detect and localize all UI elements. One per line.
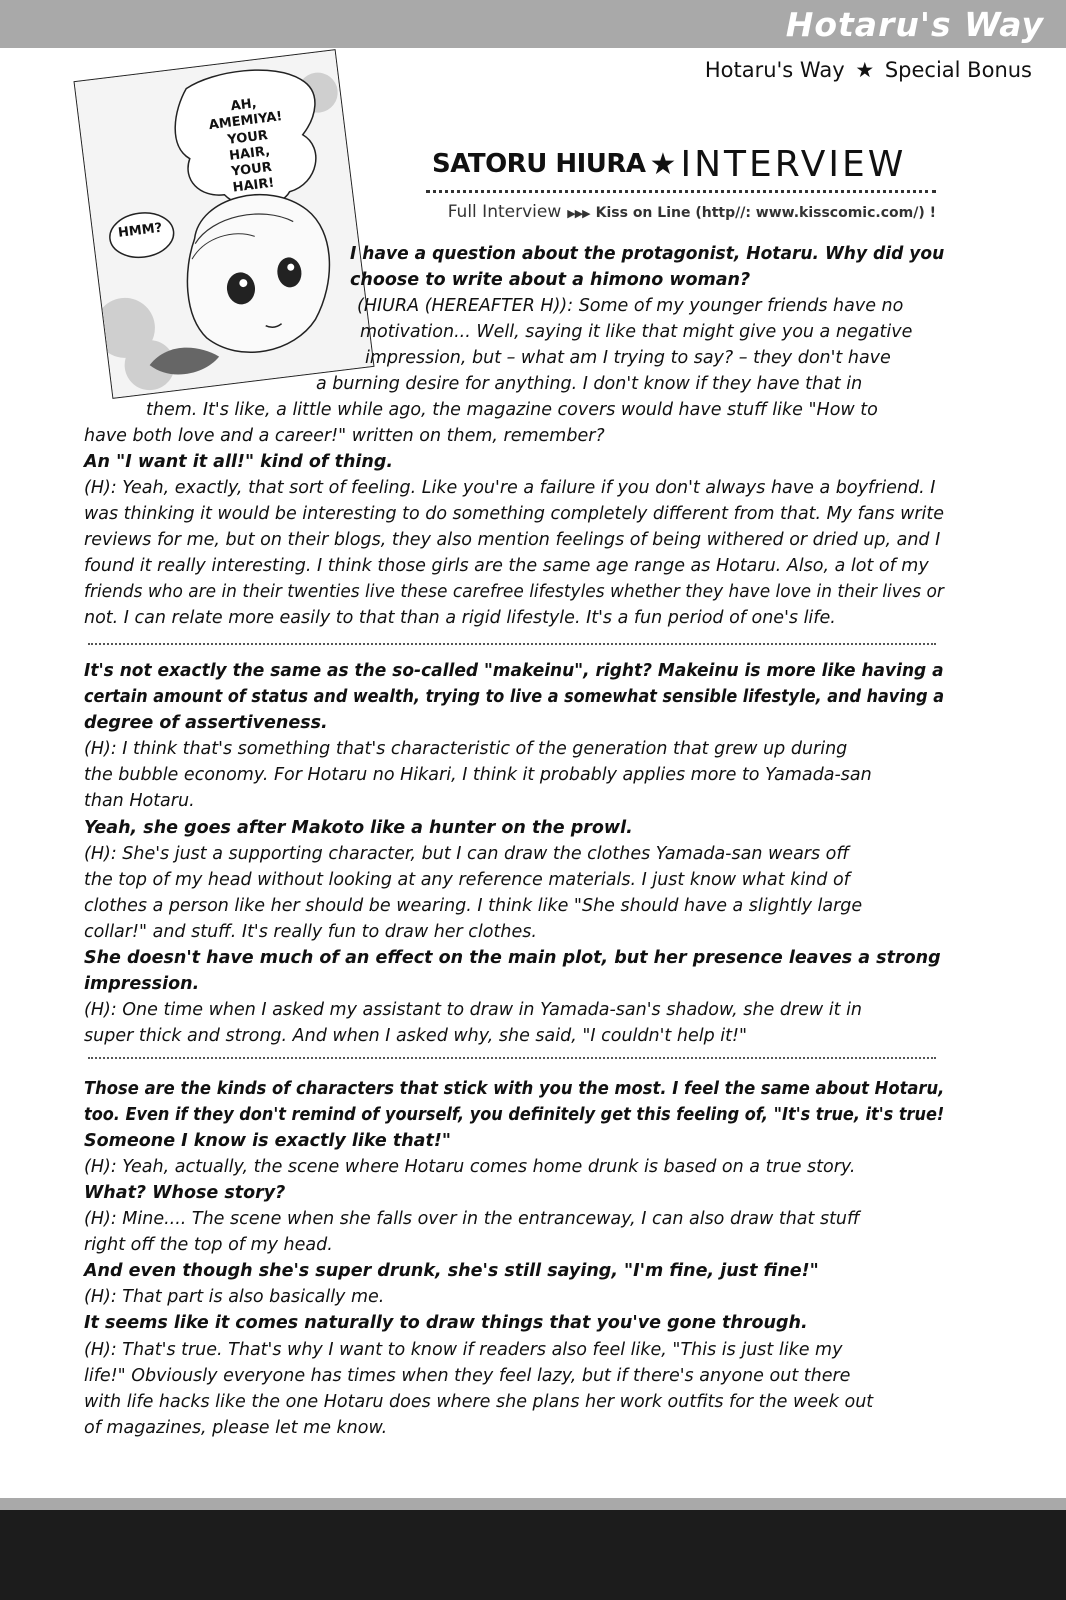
interview-line: clothes a person like her should be wearing. I think like "She should have a slightly large bbox=[84, 896, 863, 916]
interview-line: And even though she's super drunk, she's still saying, "I'm fine, just fine!" bbox=[84, 1261, 819, 1281]
footer-band bbox=[0, 1498, 1066, 1510]
section-subtitle bbox=[705, 58, 1032, 82]
full-interview-note bbox=[448, 202, 936, 222]
interview-line: them. It's like, a little while ago, the magazine covers would have stuff like "How to bbox=[146, 400, 878, 420]
interview-line: (H): That's true. That's why I want to know if readers also feel like, "This is just like my bbox=[84, 1340, 843, 1360]
interview-line: reviews for me, but on their blogs, they also mention feelings of being withered or dried up, and I bbox=[84, 530, 941, 550]
interview-line: of magazines, please let me know. bbox=[84, 1418, 388, 1438]
interview-line: super thick and strong. And when I asked why, she said, "I couldn't help it!" bbox=[84, 1026, 748, 1046]
arrow-icon: ▶▶▶ bbox=[567, 207, 590, 220]
interview-line: a burning desire for anything. I don't know if they have that in bbox=[316, 374, 863, 394]
interview-line: have both love and a career!" written on them, remember? bbox=[84, 426, 605, 446]
manga-panel bbox=[73, 49, 374, 399]
interview-title bbox=[432, 144, 906, 185]
interview-line: Those are the kinds of characters that stick with you the most. I feel the same about Hotaru, bbox=[84, 1079, 945, 1099]
interview-line: (H): That part is also basically me. bbox=[84, 1287, 385, 1307]
title-divider bbox=[426, 190, 936, 193]
section-divider bbox=[88, 643, 936, 645]
speech-bubble-small: HMM? bbox=[117, 220, 164, 241]
interview-line: impression, but – what am I trying to say? – they don't have bbox=[365, 348, 891, 368]
interview-line: Someone I know is exactly like that!" bbox=[84, 1131, 451, 1151]
star-icon: ★ bbox=[649, 147, 677, 182]
star-icon: ★ bbox=[855, 58, 875, 82]
interview-line: (H): Yeah, exactly, that sort of feeling. Like you're a failure if you don't always have a boyfriend. I bbox=[84, 478, 936, 498]
interview-line: the bubble economy. For Hotaru no Hikari, I think it probably applies more to Yamada-san bbox=[84, 765, 872, 785]
interview-line: than Hotaru. bbox=[84, 791, 195, 811]
interview-line: certain amount of status and wealth, trying to live a somewhat sensible lifestyle, and having a bbox=[84, 687, 945, 707]
interview-line: the top of my head without looking at any reference materials. I just know what kind of bbox=[84, 870, 850, 890]
subtitle-series: Hotaru's Way bbox=[704, 58, 845, 82]
footer-bar bbox=[0, 1510, 1066, 1600]
interview-line: What? Whose story? bbox=[84, 1183, 286, 1203]
interview-line: impression. bbox=[84, 974, 200, 994]
interview-line: (HIURA (HEREAFTER H)): Some of my younger friends have no bbox=[357, 296, 904, 316]
interview-line: with life hacks like the one Hotaru does where she plans her work outfits for the week out bbox=[84, 1392, 874, 1412]
interview-line: I have a question about the protagonist, Hotaru. Why did you bbox=[350, 244, 945, 264]
section-divider bbox=[88, 1057, 936, 1059]
interview-word: INTERVIEW bbox=[680, 144, 907, 185]
interview-line: She doesn't have much of an effect on the main plot, but her presence leaves a strong bbox=[84, 948, 941, 968]
interview-line: choose to write about a himono woman? bbox=[350, 270, 751, 290]
interview-line: (H): I think that's something that's characteristic of the generation that grew up during bbox=[84, 739, 848, 759]
top-banner bbox=[0, 0, 1066, 48]
interview-line: It's not exactly the same as the so-called "makeinu", right? Makeinu is more like having a bbox=[84, 661, 944, 681]
interview-line: life!" Obviously everyone has times when they feel lazy, but if there's anyone out there bbox=[84, 1366, 851, 1386]
author-name: SATORU HIURA bbox=[432, 149, 646, 179]
interview-line: motivation... Well, saying it like that might give you a negative bbox=[360, 322, 913, 342]
interview-line: An "I want it all!" kind of thing. bbox=[84, 452, 394, 472]
interview-line: (H): She's just a supporting character, but I can draw the clothes Yamada-san wears off bbox=[84, 844, 850, 864]
subtitle-bonus: Special Bonus bbox=[884, 58, 1032, 82]
interview-line: right off the top of my head. bbox=[84, 1235, 333, 1255]
interview-line: friends who are in their twenties live these carefree lifestyles whether they have love in their lives or bbox=[84, 582, 944, 602]
interview-line: was thinking it would be interesting to do something completely different from that. My fans write bbox=[84, 504, 944, 524]
banner-title: Hotaru's Way bbox=[785, 5, 1044, 44]
interview-line: collar!" and stuff. It's really fun to draw her clothes. bbox=[84, 922, 537, 942]
interview-line: (H): One time when I asked my assistant to draw in Yamada-san's shadow, she drew it in bbox=[84, 1000, 863, 1020]
interview-line: not. I can relate more easily to that than a rigid lifestyle. It's a fun period of one's life. bbox=[84, 608, 836, 628]
interview-line: It seems like it comes naturally to draw things that you've gone through. bbox=[84, 1313, 808, 1333]
speech-bubble-main: AH, AMEMIYA! YOUR HAIR, YOUR HAIR! bbox=[208, 96, 284, 196]
interview-line: degree of assertiveness. bbox=[84, 713, 328, 733]
interview-line: found it really interesting. I think those girls are the same age range as Hotaru. Also, a lot of my bbox=[84, 556, 929, 576]
website-link[interactable]: Kiss on Line (http//: www.kisscomic.com/) ! bbox=[595, 205, 936, 221]
interview-line: Yeah, she goes after Makoto like a hunter on the prowl. bbox=[84, 818, 633, 838]
full-interview-label: Full Interview bbox=[447, 202, 562, 222]
interview-line: (H): Mine.... The scene when she falls over in the entranceway, I can also draw that stuff bbox=[84, 1209, 860, 1229]
interview-line: (H): Yeah, actually, the scene where Hotaru comes home drunk is based on a true story. bbox=[84, 1157, 856, 1177]
interview-line: too. Even if they don't remind of yourself, you definitely get this feeling of, "It's true, it's true! bbox=[84, 1105, 945, 1125]
